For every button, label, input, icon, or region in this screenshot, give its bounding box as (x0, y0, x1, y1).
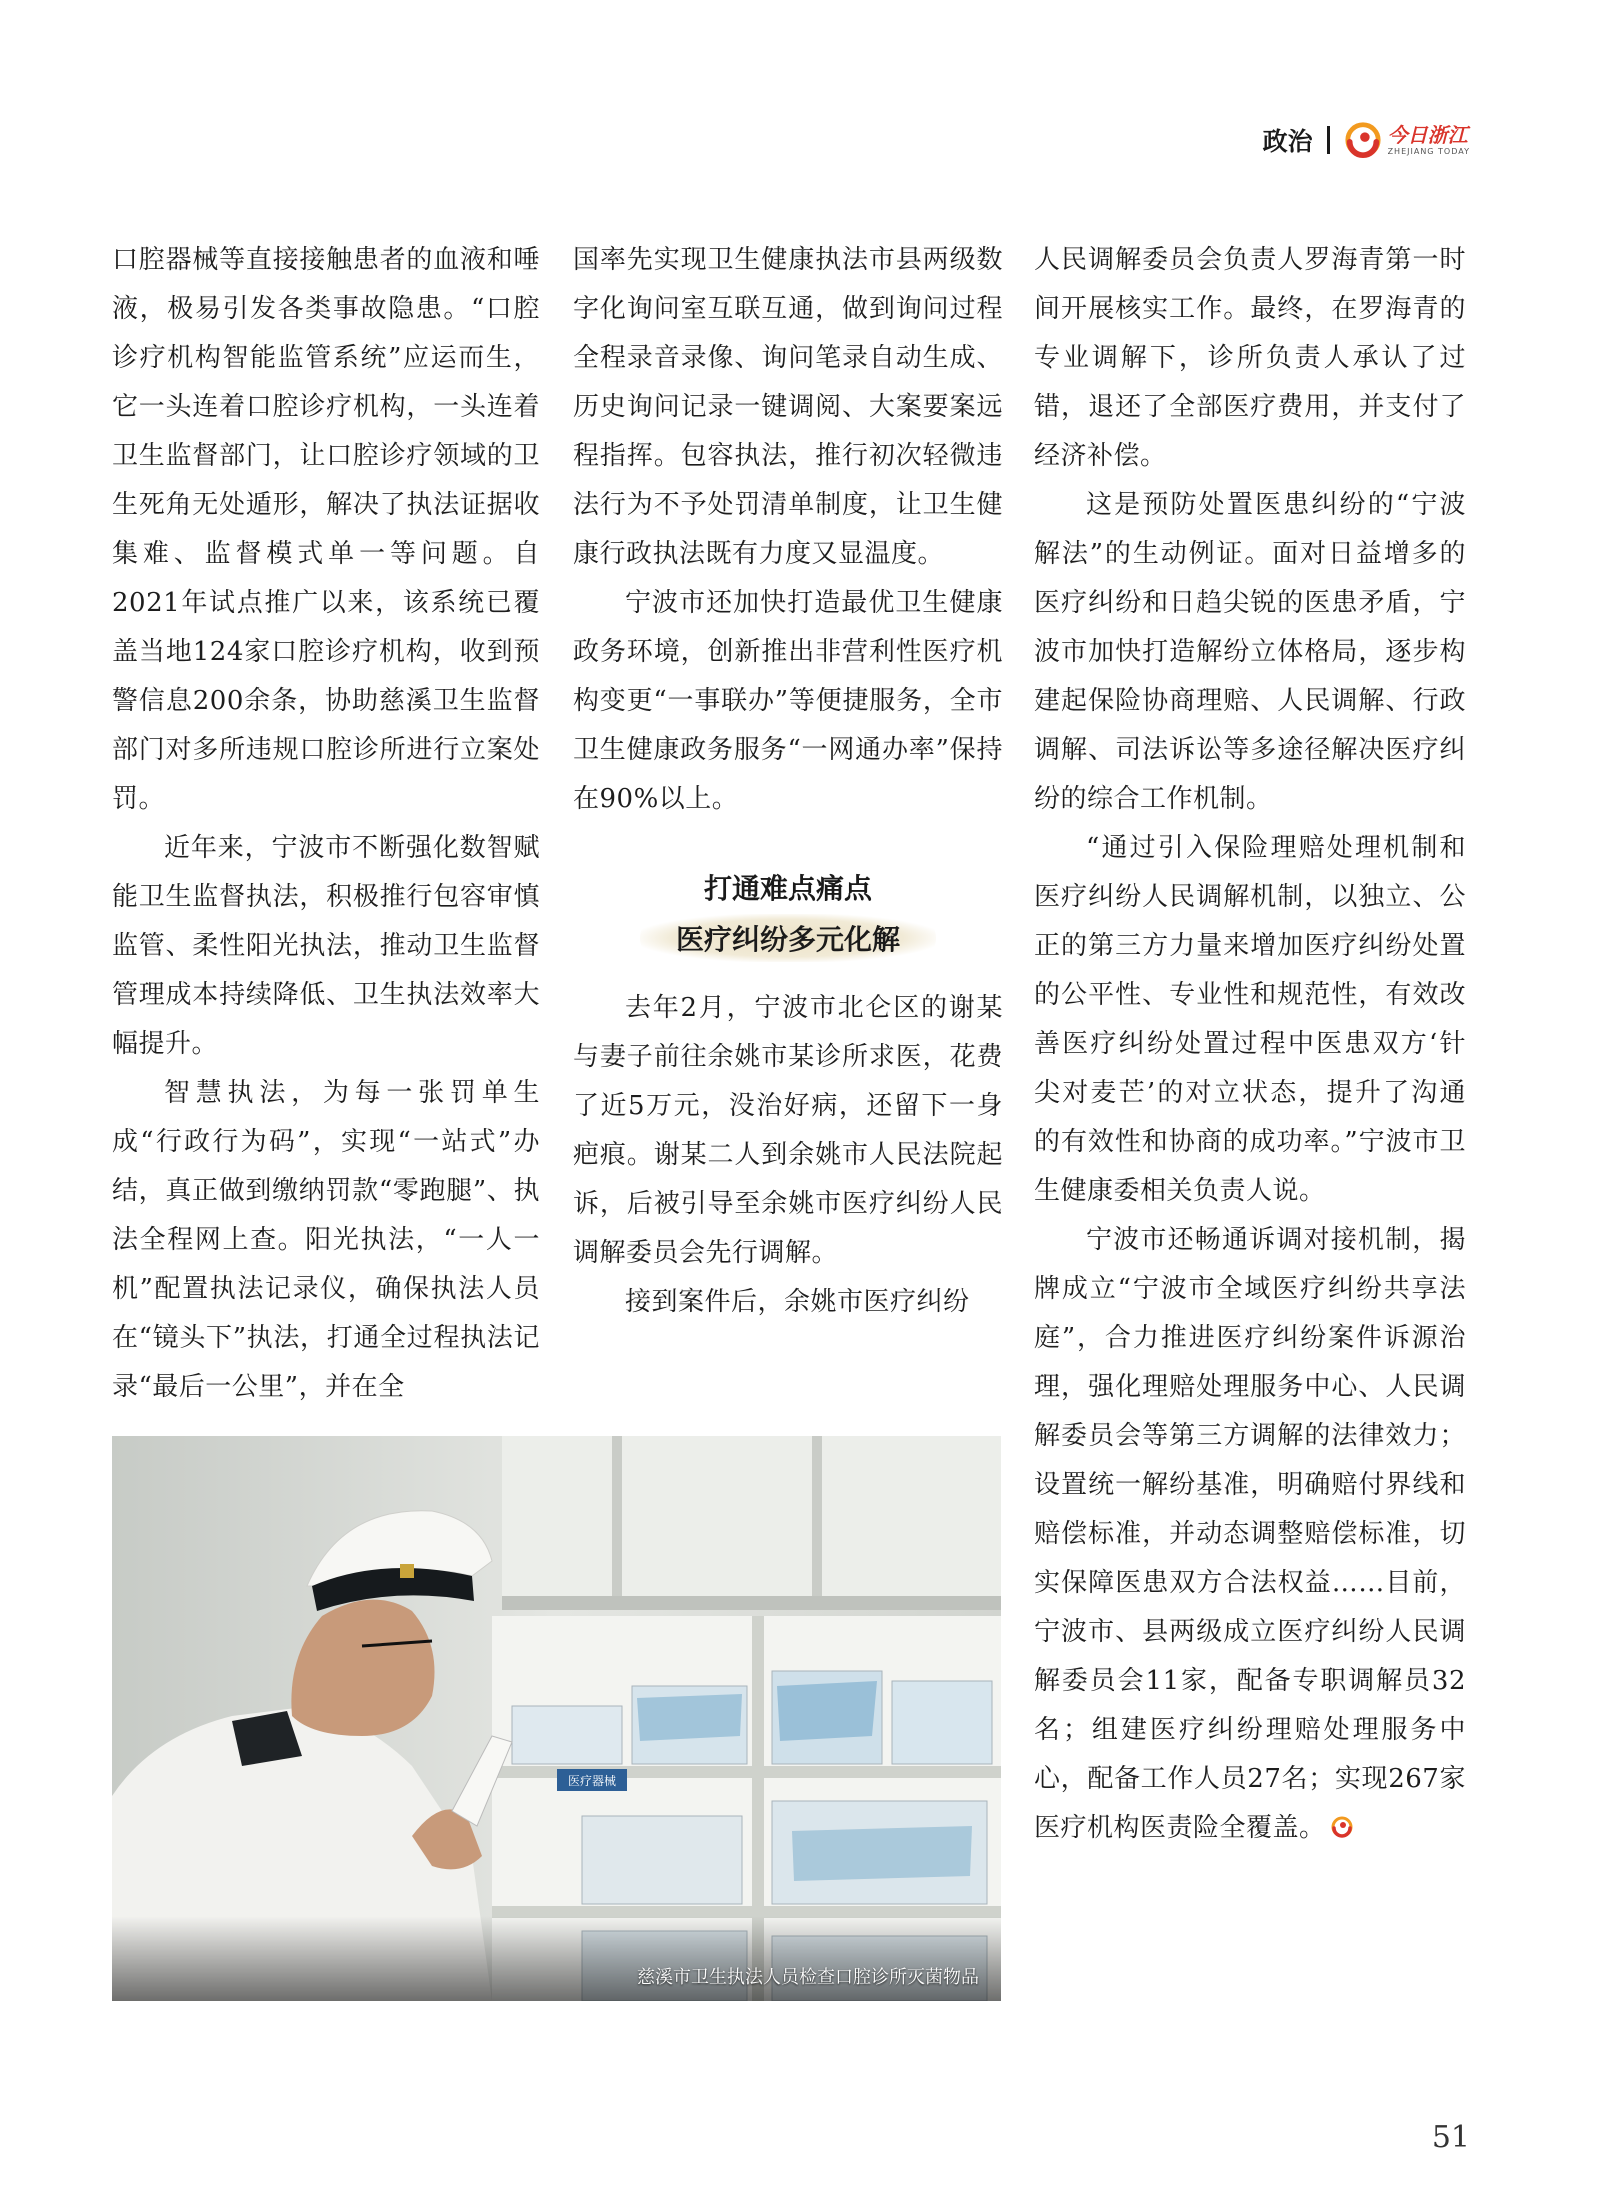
brand-swirl-icon (1344, 121, 1382, 159)
section-subheading (573, 864, 1003, 962)
article-photo (112, 1436, 1001, 2001)
section-label: 政治 (1262, 127, 1313, 156)
column-1 (112, 236, 540, 1412)
subheading-line-1: 打通难点痛点 (703, 872, 872, 905)
end-mark-icon (1330, 1815, 1354, 1839)
paragraph-text: 宁波市还畅通诉调对接机制，揭牌成立“宁波市全域医疗纠纷共享法庭”，合力推进医疗纠纷案件诉源治理，强化理赔处理服务中心、人民调解委员会等第三方调解的法律效力；设置统一解纷基准，明确赔付界线和赔偿标准，并动态调整赔偿标准，切实保障医患双方合法权益……目前，宁波市、县两级成立医疗纠纷人民调解委员会11家，配备专职调解员32名；组建医疗纠纷理赔处理服务中心，配备工作人员27名；实现267家医疗机构医责险全覆盖。 (1034, 1225, 1466, 1843)
photo-caption: 慈溪市卫生执法人员检查口腔诊所灭菌物品 (637, 1967, 979, 1988)
subheading-line-2: 医疗纠纷多元化解 (640, 914, 936, 962)
paragraph: 宁波市还加快打造最优卫生健康政务环境，创新推出非营利性医疗机构变更“一事联办”等便捷服务，全市卫生健康政务服务“一网通办率”保持在90%以上。 (573, 588, 1003, 814)
cabinet-label: 医疗器械 (567, 1774, 617, 1788)
paragraph: 口腔器械等直接接触患者的血液和唾液，极易引发各类事故隐患。“口腔诊疗机构智能监管系统”应运而生，它一头连着口腔诊疗机构，一头连着卫生监督部门，让口腔诊疗领域的卫生死角无处遁形，解决了执法证据收集难、监督模式单一等问题。自2021年试点推广以来，该系统已覆盖当地124家口腔诊疗机构，收到预警信息200余条，协助慈溪卫生监督部门对多所违规口腔诊所进行立案处罚。 (112, 245, 540, 814)
paragraph: 人民调解委员会负责人罗海青第一时间开展核实工作。最终，在罗海青的专业调解下，诊所负责人承认了过错，退还了全部医疗费用，并支付了经济补偿。 (1034, 245, 1466, 471)
photo-illustration (112, 1436, 1001, 2001)
paragraph: 接到案件后，余姚市医疗纠纷 (625, 1287, 970, 1317)
paragraph: 国率先实现卫生健康执法市县两级数字化询问室互联互通，做到询问过程全程录音录像、询问笔录自动生成、历史询问记录一键调阅、大案要案远程指挥。包容执法，推行初次轻微违法行为不予处罚清单制度，让卫生健康行政执法既有力度又显温度。 (573, 245, 1003, 569)
page-number: 51 (1431, 2120, 1470, 2155)
paragraph: “通过引入保险理赔处理机制和医疗纠纷人民调解机制，以独立、公正的第三方力量来增加医疗纠纷处置的公平性、专业性和规范性，有效改善医疗纠纷处置过程中医患双方‘针尖对麦芒’的对立状态，提升了沟通的有效性和协商的成功率。”宁波市卫生健康委相关负责人说。 (1034, 833, 1466, 1206)
paragraph: 智慧执法，为每一张罚单生成“行政行为码”，实现“一站式”办结，真正做到缴纳罚款“零跑腿”、执法全程网上查。阳光执法，“一人一机”配置执法记录仪，确保执法人员在“镜头下”执法，打通全过程执法记录“最后一公里”，并在全 (112, 1078, 540, 1402)
paragraph: 近年来，宁波市不断强化数智赋能卫生监督执法，积极推行包容审慎监管、柔性阳光执法，推动卫生监督管理成本持续降低、卫生执法效率大幅提升。 (112, 833, 540, 1059)
paragraph: 这是预防处置医患纠纷的“宁波解法”的生动例证。面对日益增多的医疗纠纷和日趋尖锐的医患矛盾，宁波市加快打造解纷立体格局，逐步构建起保险协商理赔、人民调解、行政调解、司法诉讼等多途径解决医疗纠纷的综合工作机制。 (1034, 490, 1466, 814)
brand-name: 今日浙江 (1387, 122, 1468, 147)
brand-logo (1344, 121, 1470, 159)
column-3 (1034, 236, 1466, 1853)
paragraph (1034, 1216, 1466, 1853)
column-2 (573, 236, 1003, 1327)
page-header (1263, 120, 1470, 160)
paragraph: 去年2月，宁波市北仑区的谢某与妻子前往余姚市某诊所求医，花费了近5万元，没治好病，还留下一身疤痕。谢某二人到余姚市人民法院起诉，后被引导至余姚市医疗纠纷人民调解委员会先行调解。 (573, 993, 1003, 1268)
header-divider (1327, 126, 1330, 154)
brand-name-en: ZHEJIANG TODAY (1387, 146, 1470, 156)
